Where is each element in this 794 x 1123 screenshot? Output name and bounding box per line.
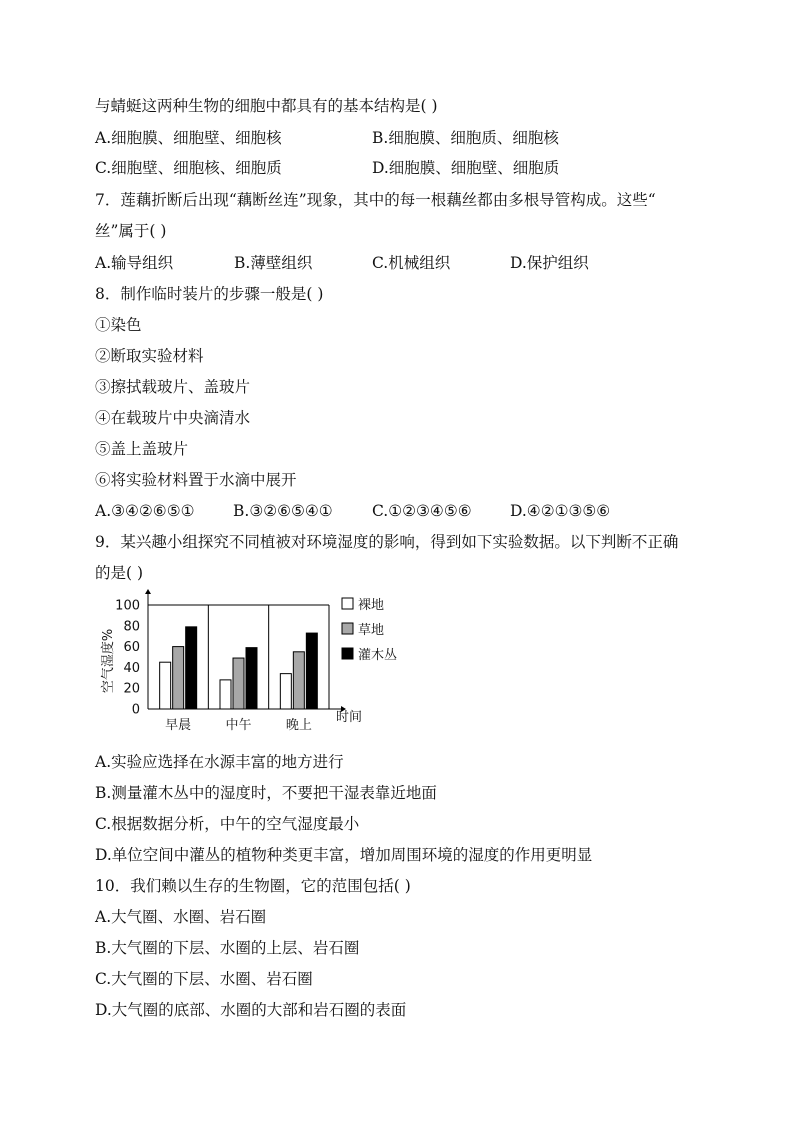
q6-option-c: C.细胞壁、细胞核、细胞质	[95, 159, 282, 177]
y-axis-arrow	[145, 589, 151, 594]
q8-step-2: ②断取实验材料	[95, 347, 204, 365]
x-tick-label: 晚上	[285, 718, 312, 733]
q9-option-a: A.实验应选择在水源丰富的地方进行	[95, 753, 344, 771]
q10-stem: 10．我们赖以生存的生物圈，它的范围包括( )	[95, 877, 411, 895]
legend-label: 草地	[358, 623, 385, 638]
q6-option-b: B.细胞膜、细胞质、细胞核	[372, 129, 559, 147]
chart-labels	[100, 599, 362, 734]
chart-bar	[220, 680, 231, 709]
q8-option-d: D.④②①③⑤⑥	[510, 502, 611, 520]
q7-stem-line2: 丝”属于( )	[95, 222, 167, 240]
y-tick-label: 0	[131, 702, 140, 718]
y-tick-label: 100	[115, 598, 140, 614]
q8-stem: 8．制作临时装片的步骤一般是( )	[95, 285, 324, 303]
chart-bar	[173, 647, 184, 709]
legend-swatch	[342, 598, 353, 609]
legend-label: 裸地	[358, 598, 385, 613]
q8-option-a: A.③④②⑥⑤①	[95, 502, 195, 520]
chart-bar	[233, 658, 244, 709]
y-tick-label: 20	[123, 681, 140, 697]
q9-stem-line2: 的是( )	[95, 564, 144, 582]
chart-legend	[342, 597, 397, 663]
q6-option-d: D.细胞膜、细胞壁、细胞质	[372, 159, 560, 177]
humidity-bar-chart	[92, 588, 422, 738]
q9-option-c: C.根据数据分析，中午的空气湿度最小	[95, 815, 360, 833]
y-axis-label: 空气湿度%	[101, 628, 116, 694]
q8-step-1: ①染色	[95, 316, 142, 334]
q6-stem: 与蜻蜓这两种生物的细胞中都具有的基本结构是( )	[95, 97, 438, 115]
chart-bar	[306, 633, 317, 709]
q10-option-c: C.大气圈的下层、水圈、岩石圈	[95, 970, 313, 988]
q7-option-a: A.输导组织	[95, 254, 174, 272]
chart-bar	[186, 627, 197, 709]
q10-option-b: B.大气圈的下层、水圈的上层、岩石圈	[95, 939, 360, 957]
q7-option-d: D.保护组织	[510, 254, 589, 272]
x-axis-label: 时间	[336, 710, 363, 725]
q8-step-4: ④在载玻片中央滴清水	[95, 409, 251, 427]
q9-option-d: D.单位空间中灌丛的植物种类更丰富，增加周围环境的湿度的作用更明显	[95, 846, 593, 864]
q7-stem-line1: 7．莲藕折断后出现“藕断丝连”现象，其中的每一根藕丝都由多根导管构成。这些“	[95, 191, 656, 209]
y-tick-label: 40	[123, 660, 140, 676]
q6-option-a: A.细胞膜、细胞壁、细胞核	[95, 129, 282, 147]
chart-bar	[280, 674, 291, 709]
q10-option-a: A.大气圈、水圈、岩石圈	[95, 908, 267, 926]
y-tick-label: 80	[123, 619, 140, 635]
x-tick-label: 早晨	[165, 718, 192, 733]
q8-step-6: ⑥将实验材料置于水滴中展开	[95, 471, 297, 489]
q8-option-c: C.①②③④⑤⑥	[372, 502, 472, 520]
q8-step-5: ⑤盖上盖玻片	[95, 440, 189, 458]
q9-stem-line1: 9．某兴趣小组探究不同植被对环境湿度的影响，得到如下实验数据。以下判断不正确	[95, 533, 679, 551]
chart-bars	[160, 627, 318, 709]
q8-option-b: B.③②⑥⑤④①	[233, 502, 333, 520]
chart-bar	[160, 662, 171, 709]
legend-swatch	[342, 648, 353, 659]
q8-step-3: ③擦拭载玻片、盖玻片	[95, 378, 251, 396]
q7-option-b: B.薄壁组织	[234, 254, 313, 272]
legend-label: 灌木丛	[358, 648, 398, 663]
y-tick-label: 60	[123, 640, 140, 656]
legend-swatch	[342, 623, 353, 634]
chart-bar	[293, 652, 304, 709]
x-tick-label: 中午	[225, 718, 252, 733]
q10-option-d: D.大气圈的底部、水圈的大部和岩石圈的表面	[95, 1001, 407, 1019]
chart-bar	[246, 648, 257, 709]
q9-option-b: B.测量灌木丛中的湿度时，不要把干湿表靠近地面	[95, 784, 437, 802]
q7-option-c: C.机械组织	[372, 254, 451, 272]
